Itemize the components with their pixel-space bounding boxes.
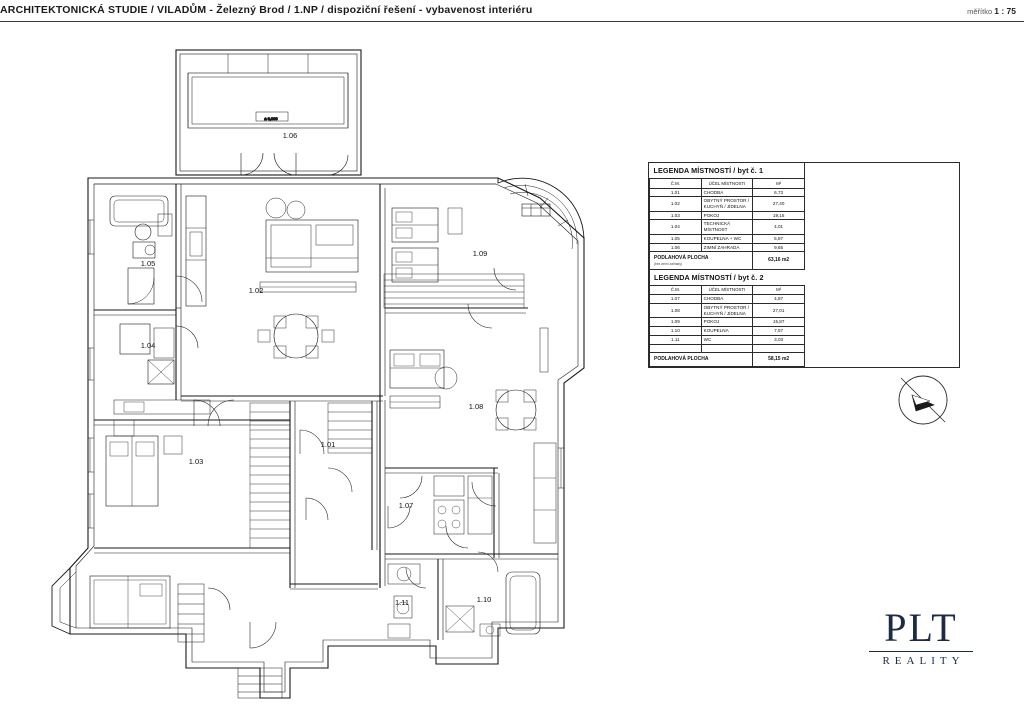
cell-name: ZIMNÍ ZAHRADA: [701, 243, 753, 252]
cell-area: 6,73: [753, 188, 805, 197]
room-label-1-01: 1.01: [320, 440, 336, 449]
legend-col-name-1: ÚČEL MÍSTNOSTI: [701, 179, 753, 189]
legend-table-unit-1: [649, 163, 805, 270]
cell-num: 1.02: [650, 197, 702, 211]
cell-name: OBYTNÝ PROSTOR / KUCHYŇ / JÍDELNA: [701, 197, 753, 211]
cell-area: 4,87: [753, 295, 805, 304]
legend-col-num-2: Č.M.: [650, 285, 702, 295]
cell-area: 5,87: [753, 234, 805, 243]
cell-area: 27,01: [753, 303, 805, 317]
cell-num: 1.06: [650, 243, 702, 252]
cell-num: 1.01: [650, 188, 702, 197]
table-row: [650, 197, 805, 211]
legend-col-area-1: M²: [753, 179, 805, 189]
table-row: [650, 295, 805, 304]
legend-title-unit-2: LEGENDA MÍSTNOSTÍ / byt č. 2: [650, 270, 805, 286]
room-label-1-02: 1.02: [248, 286, 264, 295]
cell-name: CHODBA: [701, 295, 753, 304]
cell-name: OBYTNÝ PROSTOR / KUCHYŇ / JÍDELNA: [701, 303, 753, 317]
cell-name: POKOJ: [701, 318, 753, 327]
cell-num: 1.04: [650, 220, 702, 234]
cell-area: 4,01: [753, 220, 805, 234]
legend-total-label-2: PODLAHOVÁ PLOCHA: [654, 356, 709, 363]
sheet-header: [0, 0, 1024, 22]
scale-label: měřítko: [967, 7, 993, 16]
cell-area: 27,40: [753, 197, 805, 211]
legend-total-value-2: 58,15 m2: [753, 353, 805, 366]
room-label-1-03: 1.03: [188, 457, 204, 466]
room-label-1-08: 1.08: [468, 402, 484, 411]
cell-num: 1.09: [650, 318, 702, 327]
table-row: [650, 220, 805, 234]
cell-name: KOUPELNA: [701, 327, 753, 336]
table-row: [650, 234, 805, 243]
legend-col-area-2: M²: [753, 285, 805, 295]
cell-area: 19,15: [753, 211, 805, 220]
cell-area: 7,57: [753, 327, 805, 336]
room-label-1-09: 1.09: [472, 249, 488, 258]
table-row: [650, 243, 805, 252]
cell-num: 1.08: [650, 303, 702, 317]
cell-area: 3,03: [753, 335, 805, 344]
legend-total-value-1: 63,16 m2: [753, 252, 805, 269]
cell-name: TECHNICKÁ MÍSTNOST: [701, 220, 753, 234]
page-title: ARCHITEKTONICKÁ STUDIE / VILADŮM - Železný Brod / 1.NP / dispoziční řešení - vybavenost interiéru: [0, 4, 533, 16]
cell-area: 15,87: [753, 318, 805, 327]
floor-plan-drawing: [28, 28, 628, 708]
room-label-1-06: 1.06: [282, 131, 298, 140]
room-label-1-11: 1.11: [394, 598, 410, 607]
legend-col-num-1: Č.M.: [650, 179, 702, 189]
cell-num: 1.11: [650, 335, 702, 344]
table-row: [650, 344, 805, 353]
north-arrow-icon: [888, 365, 958, 435]
logo-subtitle: REALITY: [882, 655, 965, 667]
room-label-1-04: 1.04: [140, 341, 156, 350]
room-legend: [648, 162, 960, 368]
room-label-1-05: 1.05: [140, 259, 156, 268]
room-label-1-07: 1.07: [398, 501, 414, 510]
legend-total-row-unit-1: [650, 252, 805, 269]
cell-num: 1.07: [650, 295, 702, 304]
legend-total-note-1: (bez zimní zahrady): [654, 261, 682, 266]
room-label-1-10: 1.10: [476, 595, 492, 604]
cell-name: KOUPELNA + WC: [701, 234, 753, 243]
cell-name: WC: [701, 335, 753, 344]
company-logo: [856, 605, 986, 667]
cell-num: 1.10: [650, 327, 702, 336]
legend-col-name-2: ÚČEL MÍSTNOSTI: [701, 285, 753, 295]
logo-name: PLT: [884, 605, 958, 650]
table-row: [650, 318, 805, 327]
table-row: [650, 211, 805, 220]
table-row: [650, 188, 805, 197]
cell-name: CHODBA: [701, 188, 753, 197]
table-row: [650, 327, 805, 336]
legend-title-unit-1: LEGENDA MÍSTNOSTÍ / byt č. 1: [650, 163, 805, 179]
table-row: [650, 303, 805, 317]
table-row: [650, 335, 805, 344]
cell-name: POKOJ: [701, 211, 753, 220]
cell-num: 1.03: [650, 211, 702, 220]
plan-level-note: ± 0,000: [264, 116, 278, 121]
cell-num: 1.05: [650, 234, 702, 243]
legend-total-label-1: PODLAHOVÁ PLOCHA: [654, 255, 709, 262]
scale-indicator: [967, 6, 1016, 16]
cell-area: 9,65: [753, 243, 805, 252]
scale-value: 1 : 75: [994, 6, 1016, 16]
legend-table-unit-2: [649, 270, 805, 367]
legend-total-row-unit-2: [650, 353, 805, 366]
logo-divider: [869, 651, 973, 652]
